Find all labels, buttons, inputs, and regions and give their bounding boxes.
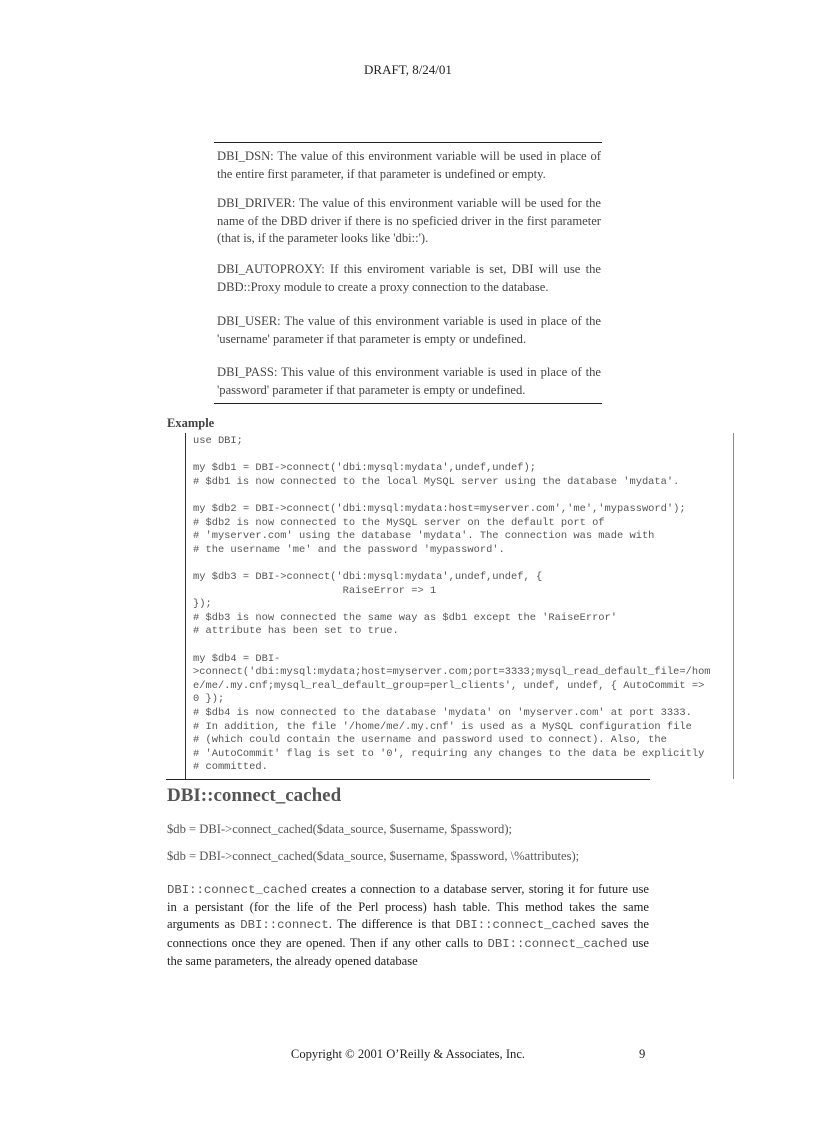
- code-line: # attribute has been set to true.: [193, 625, 399, 638]
- paragraph-text: . The difference is that: [328, 917, 456, 932]
- code-line: RaiseError => 1: [193, 584, 437, 597]
- code-line: # $db3 is now connected the same way as $db1 except the 'RaiseError': [193, 611, 618, 624]
- signature-line: $db = DBI->connect_cached($data_source, $username, $password);: [167, 822, 513, 836]
- code-line: # (which could contain the username and password used to connect). Also, the: [193, 734, 667, 747]
- env-dbi-driver: DBI_DRIVER: The value of this environment variable will be used for the name of the DBD driver if there is no speficied driver in the first parameter (that is, if the parameter looks like 'dbi::').: [217, 196, 601, 245]
- signature-line: $db = DBI->connect_cached($data_source, $username, $password, \%attributes);: [167, 849, 580, 863]
- example-code-block: [185, 433, 734, 779]
- inline-code: DBI::connect_cached: [455, 918, 596, 933]
- env-dbi-autoproxy: DBI_AUTOPROXY: If this enviroment variable is set, DBI will use the DBD::Proxy module to create a proxy connection to the database.: [217, 262, 601, 294]
- env-dbi-dsn: DBI_DSN: The value of this environment variable will be used in place of the entire first parameter, if that parameter is undefined or empty.: [217, 149, 601, 181]
- code-line: 0 });: [193, 693, 225, 706]
- code-line: my $db2 = DBI->connect('dbi:mysql:mydata:host=myserver.com','me','mypassword');: [193, 503, 686, 515]
- inline-code: DBI::connect: [240, 918, 329, 933]
- inline-code: DBI::connect_cached: [167, 883, 308, 897]
- page-number: 9: [639, 1047, 646, 1061]
- code-line: # $db2 is now connected to the MySQL server on the default port of: [193, 516, 605, 529]
- example-label: Example: [167, 416, 215, 430]
- code-line: e/me/.my.cnf;mysql_real_default_group=perl_clients', undef, undef, { AutoCommit =>: [193, 679, 705, 692]
- paragraph-text: use the same parameters, the already opened database: [167, 935, 650, 968]
- env-dbi-user: DBI_USER: The value of this environment variable is used in place of the 'username' parameter if that parameter is empty or undefined.: [217, 314, 601, 346]
- code-line: my $db3 = DBI->connect('dbi:mysql:mydata',undef,undef, {: [193, 571, 543, 583]
- code-line: });: [193, 598, 212, 611]
- code-line: use DBI;: [193, 435, 243, 447]
- code-line: # $db4 is now connected to the database 'mydata' on 'myserver.com' at port 3333.: [193, 707, 692, 719]
- code-line: # committed.: [193, 761, 268, 774]
- code-line: my $db1 = DBI->connect('dbi:mysql:mydata',undef,undef);: [193, 462, 536, 475]
- paragraph-text: saves the connections once they are opened. Then if any other calls to: [167, 917, 649, 950]
- paragraph-text: creates a connection to a database server, storing it for future use in a persistant (for the life of the Perl process) hash table. This method takes the same arguments as: [167, 882, 649, 932]
- code-line: my $db4 = DBI-: [193, 652, 281, 665]
- code-line: >connect('dbi:mysql:mydata;host=myserver.com;port=3333;mysql_read_default_file=/hom: [193, 666, 711, 679]
- code-line: # In addition, the file '/home/me/.my.cnf' is used as a MySQL configuration file: [193, 720, 692, 733]
- code-line: # 'AutoCommit' flag is set to '0', requiring any changes to the data be explicitly: [193, 747, 705, 760]
- page-header: DRAFT, 8/24/01: [364, 62, 452, 77]
- description-paragraph: [167, 881, 649, 970]
- code-block-bottom-rule: [166, 779, 650, 780]
- code-line: # the username 'me' and the password 'mypassword'.: [193, 543, 505, 556]
- env-dbi-pass: DBI_PASS: This value of this environment variable is used in place of the 'password' parameter if that parameter is empty or undefined.: [217, 365, 601, 397]
- environment-variables-box: [214, 142, 602, 404]
- inline-code: DBI::connect_cached: [487, 936, 628, 951]
- code-line: # 'myserver.com' using the database 'mydata'. The connection was made with: [193, 530, 655, 543]
- footer-copyright: Copyright © 2001 O’Reilly & Associates, Inc.: [290, 1047, 526, 1061]
- code-line: # $db1 is now connected to the local MySQL server using the database 'mydata'.: [193, 475, 680, 488]
- section-title: DBI::connect_cached: [167, 785, 342, 806]
